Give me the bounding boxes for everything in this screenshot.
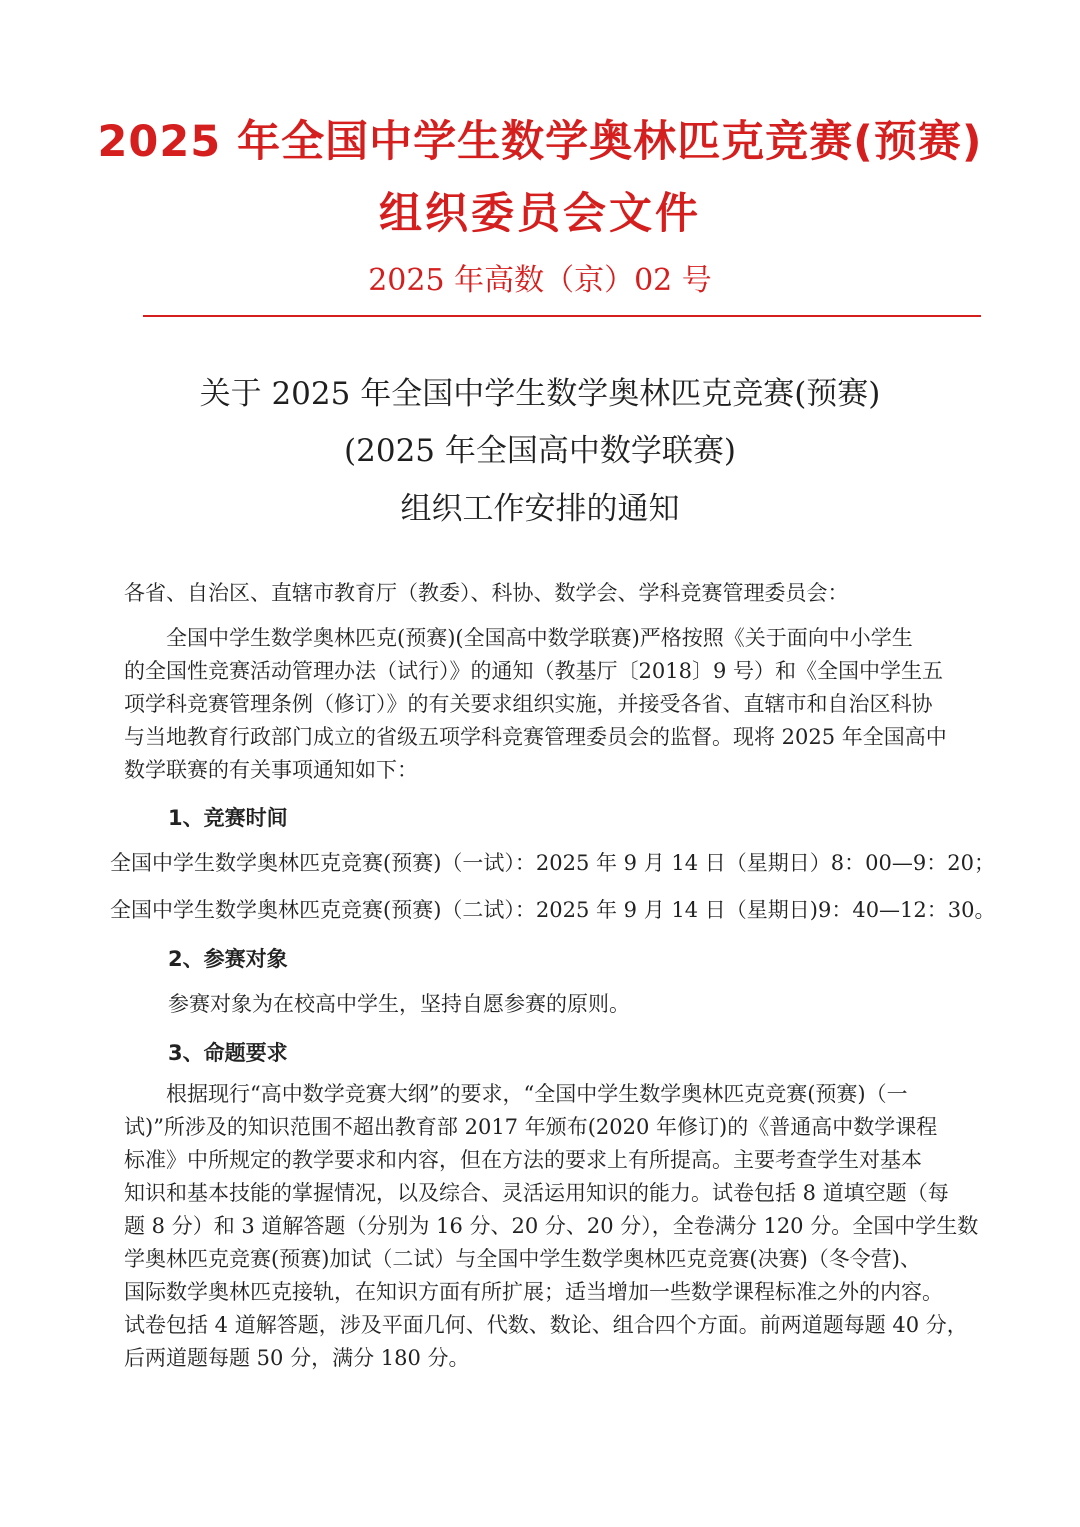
requirements-line: 标准》中所规定的教学要求和内容，但在方法的要求上有所提高。主要考查学生对基本	[124, 1148, 922, 1172]
salutation: 各省、自治区、直辖市教育厅（教委）、科协、数学会、学科竞赛管理委员会：	[124, 581, 849, 605]
requirements-line: 学奥林匹克竞赛(预赛)加试（二试）与全国中学生数学奥林匹克竞赛(决赛)（冬令营)、	[124, 1247, 921, 1271]
section2-heading: 2、参赛对象	[168, 947, 288, 971]
notice-title-line2: (2025 年全国高中数学联赛)	[344, 433, 736, 469]
intro-line: 数学联赛的有关事项通知如下：	[124, 758, 418, 782]
requirements-line: 试卷包括 4 道解答题，涉及平面几何、代数、数论、组合四个方面。前两道题每题 40 分，	[124, 1313, 968, 1337]
section1-heading: 1、竞赛时间	[168, 806, 288, 830]
notice-title-line1: 关于 2025 年全国中学生数学奥林匹克竞赛(预赛)	[199, 376, 881, 412]
requirements-paragraph	[124, 1078, 979, 1375]
notice-title-line3: 组织工作安排的通知	[400, 491, 680, 527]
intro-line: 全国中学生数学奥林匹克(预赛)(全国高中数学联赛)严格按照《关于面向中小学生	[124, 626, 913, 650]
requirements-line: 知识和基本技能的掌握情况，以及综合、灵活运用知识的能力。试卷包括 8 道填空题（每	[124, 1181, 949, 1205]
requirements-line: 试)”所涉及的知识范围不超出教育部 2017 年颁布(2020 年修订)的《普通高中数学课程	[124, 1115, 938, 1139]
requirements-line: 题 8 分）和 3 道解答题（分别为 16 分、20 分、20 分），全卷满分 120 分。全国中学生数	[124, 1214, 979, 1238]
requirements-line: 后两道题每题 50 分，满分 180 分。	[124, 1346, 470, 1370]
participants-text: 参赛对象为在校高中学生，坚持自愿参赛的原则。	[168, 992, 630, 1016]
intro-paragraph	[124, 622, 960, 787]
section3-heading: 3、命题要求	[168, 1041, 288, 1065]
header-title-line1: 2025 年全国中学生数学奥林匹克竞赛(预赛)	[97, 117, 983, 167]
schedule-line-second-round: 全国中学生数学奥林匹克竞赛(预赛)（二试）：2025 年 9 月 14 日（星期日)9：40—12：30。	[110, 898, 996, 922]
schedule-line-first-round: 全国中学生数学奥林匹克竞赛(预赛)（一试）：2025 年 9 月 14 日（星期日）8：00—9：20；	[110, 851, 995, 875]
intro-line: 的全国性竞赛活动管理办法（试行）》的通知（教基厅〔2018〕9 号）和《全国中学生五	[124, 659, 943, 683]
intro-line: 项学科竞赛管理条例（修订）》的有关要求组织实施，并接受各省、直辖市和自治区科协	[124, 692, 933, 716]
document-number: 2025 年高数（京）02 号	[368, 263, 712, 298]
header-title-line2: 组织委员会文件	[379, 189, 701, 239]
requirements-line: 根据现行“高中数学竞赛大纲”的要求，“全国中学生数学奥林匹克竞赛(预赛)（一	[124, 1082, 908, 1106]
requirements-line: 国际数学奥林匹克接轨，在知识方面有所扩展；适当增加一些数学课程标准之外的内容。	[124, 1280, 943, 1304]
intro-line: 与当地教育行政部门成立的省级五项学科竞赛管理委员会的监督。现将 2025 年全国高中	[124, 725, 947, 749]
header-divider	[143, 315, 981, 317]
